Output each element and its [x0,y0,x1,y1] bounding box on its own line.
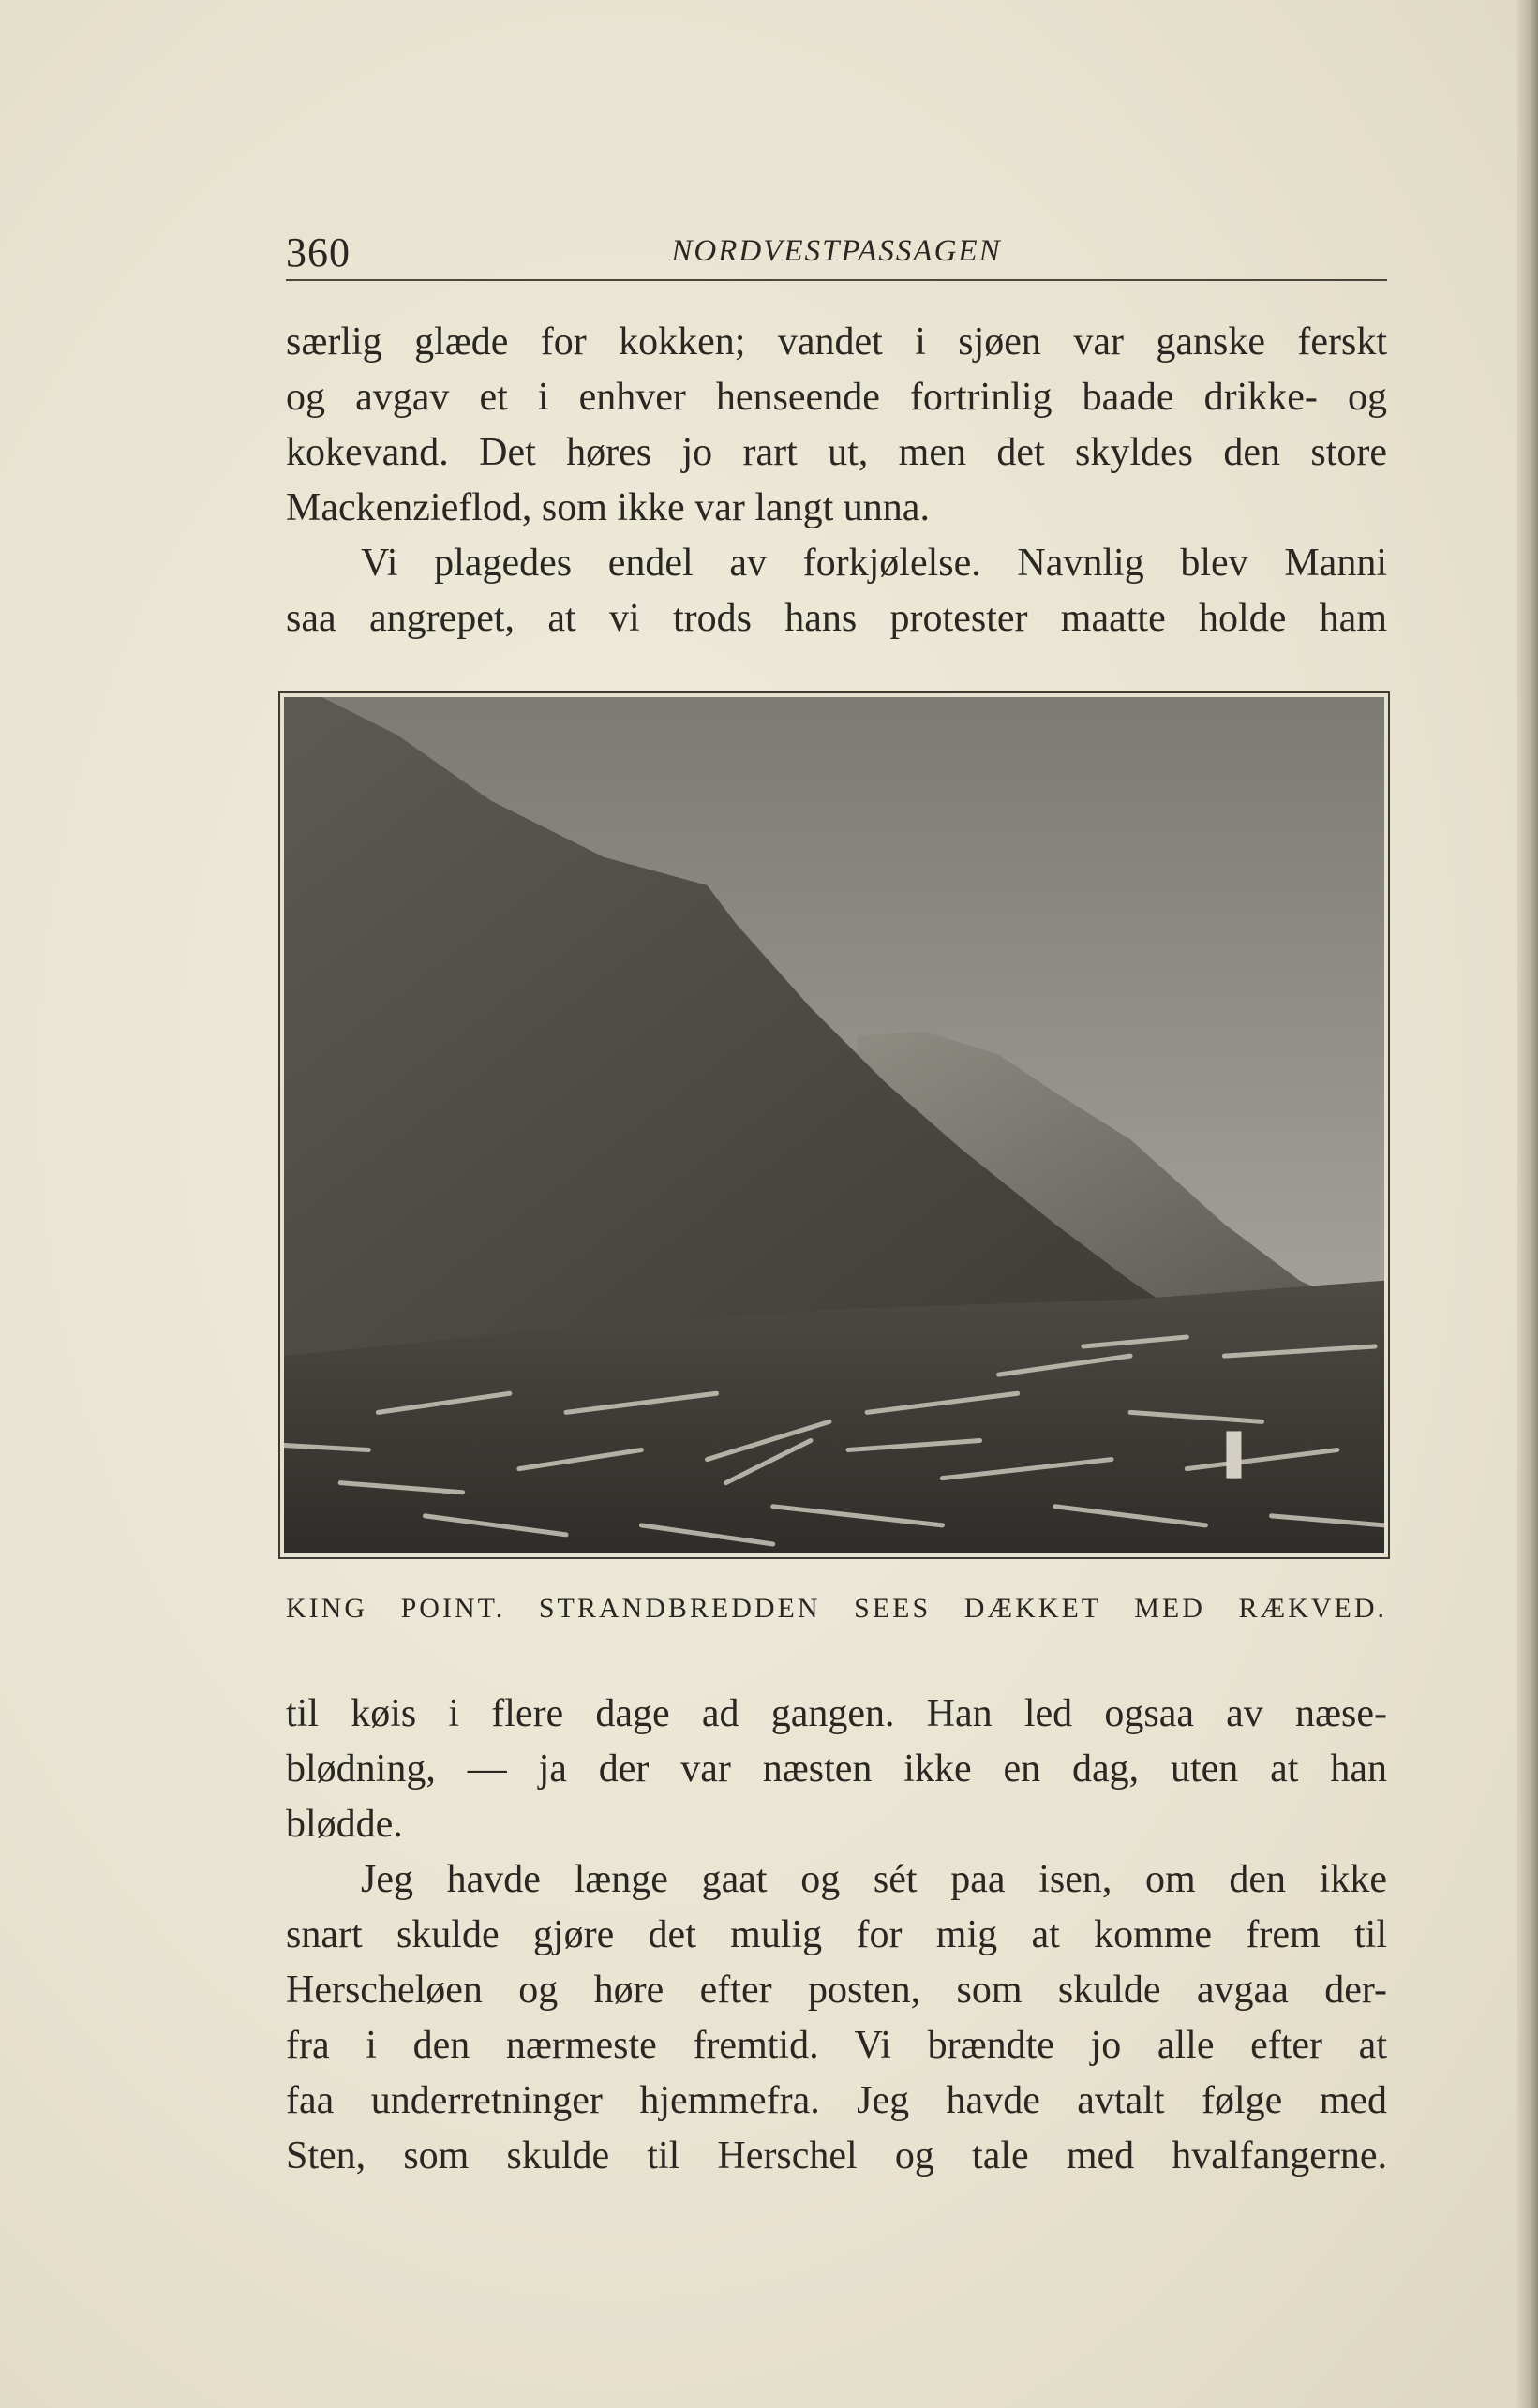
text-line: Mackenzieflod, som ikke var langt unna. [286,486,930,529]
page-edge [1517,0,1538,2408]
king-point-photo [284,697,1384,1553]
text-line: faa underretninger hjemmefra. Jeg havde avtalt følge med [286,2079,1387,2122]
text-line: og avgav et i enhver henseende fortrinlig baade drikke- og [286,376,1387,419]
text-line: Jeg havde længe gaat og sét paa isen, om den ikke [361,1858,1387,1901]
paragraph-bottom [286,1687,1387,2184]
text-line: blødde. [286,1803,403,1846]
text-line: til køis i flere dage ad gangen. Han led ogsaa av næse- [286,1692,1387,1735]
text-line: Herscheløen og høre efter posten, som skulde avgaa der- [286,1969,1387,2012]
text-line: særlig glæde for kokken; vandet i sjøen var ganske ferskt [286,320,1387,364]
wooden-post [1226,1431,1241,1478]
paragraph-top [286,315,1387,647]
page-header [286,223,1387,281]
photo-figure [278,691,1390,1559]
text-line: kokevand. Det høres jo rart ut, men det skyldes den store [286,431,1387,474]
figure-caption: KING POINT. STRANDBREDDEN SEES DÆKKET MED RÆKVED. [286,1593,1387,1624]
text-line: fra i den nærmeste fremtid. Vi brændte jo alle efter at [286,2024,1387,2067]
page-number: 360 [286,230,351,275]
text-line: blødning, — ja der var næsten ikke en dag, uten at han [286,1747,1387,1791]
text-line: saa angrepet, at vi trods hans protester maatte holde ham [286,597,1387,640]
text-line: Sten, som skulde til Herschel og tale med hvalfangerne. [286,2134,1387,2178]
text-line: Vi plagedes endel av forkjølelse. Navnlig blev Manni [361,542,1387,585]
running-title: NORDVESTPASSAGEN [671,234,1002,268]
text-line: snart skulde gjøre det mulig for mig at komme frem til [286,1913,1387,1956]
